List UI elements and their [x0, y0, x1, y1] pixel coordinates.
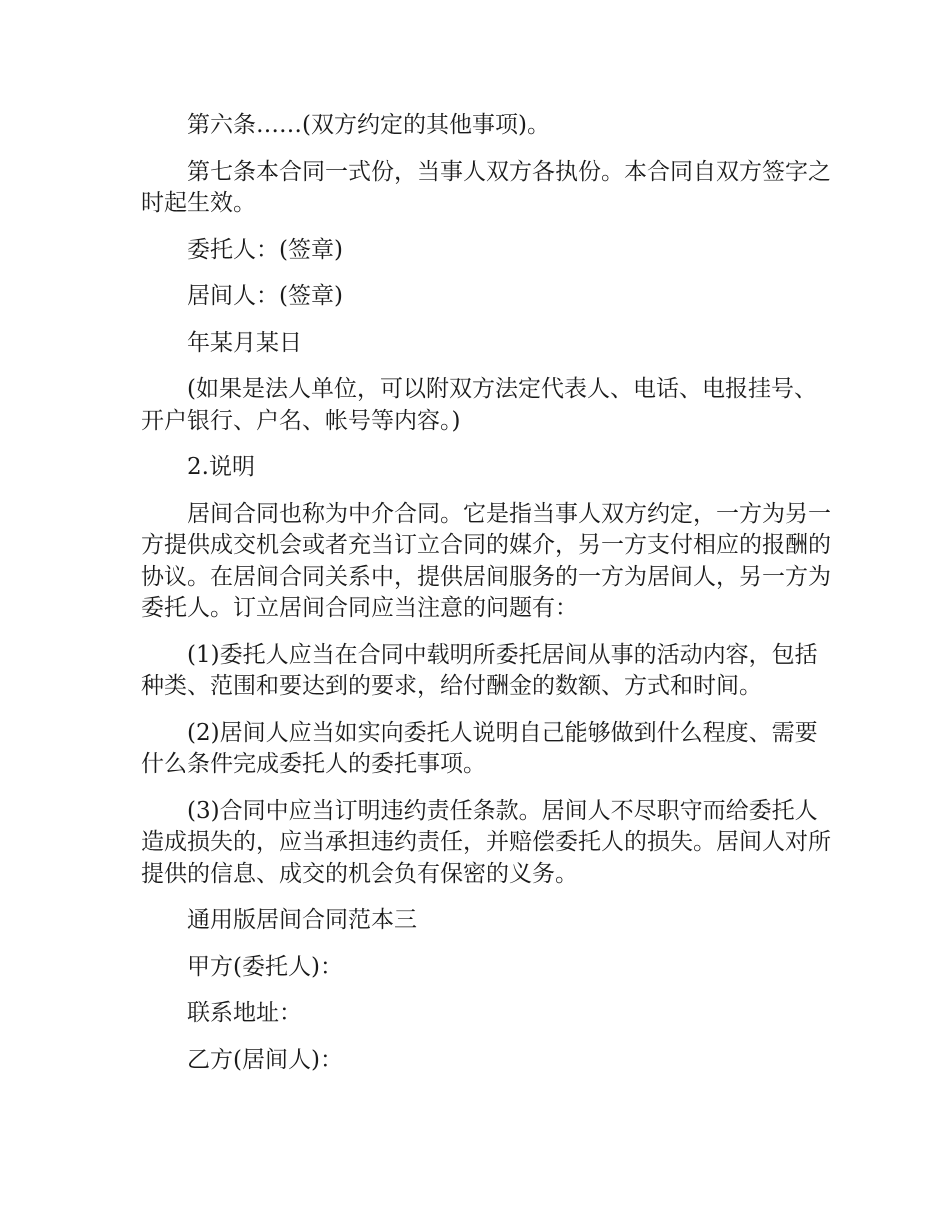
party-b-line: 乙方(居间人)： [187, 1046, 343, 1073]
article-six: 第六条……(双方约定的其他事项)。 [187, 112, 550, 138]
party-a-line: 甲方(委托人)： [187, 953, 343, 980]
client-signature-line: 委托人：(签章) [187, 236, 343, 263]
broker-signature-line: 居间人：(签章) [187, 283, 343, 309]
legal-entity-note: (如果是法人单位，可以附双方法定代表人、电话、电报挂号、开户银行、户名、帐号等内容。) [141, 376, 817, 434]
explanation-point-3: (3)合同中应当订明违约责任条款。居间人不尽职守而给委托人造成损失的，应当承担违约责任，并赔偿委托人的损失。居间人对所提供的信息、成交的机会负有保密的义务。 [141, 797, 831, 887]
explanation-point-1: (1)委托人应当在合同中载明所委托居间从事的活动内容，包括种类、范围和要达到的要求，给付酬金的数额、方式和时间。 [141, 641, 818, 699]
explanation-intro: 居间合同也称为中介合同。它是指当事人双方约定，一方为另一方提供成交机会或者充当订立合同的媒介，另一方支付相应的报酬的协议。在居间合同关系中，提供居间服务的一方为居间人，另一方为委托人。订立居间合同应当注意的问题有： [141, 500, 831, 621]
template-three-title: 通用版居间合同范本三 [187, 907, 417, 933]
article-seven: 第七条本合同一式份，当事人双方各执份。本合同自双方签字之时起生效。 [141, 158, 831, 216]
date-line: 年某月某日 [187, 329, 302, 356]
document-body [141, 110, 831, 1091]
section-heading-explanation: 2.说明 [187, 454, 255, 480]
contact-address-line: 联系地址： [187, 1000, 302, 1026]
explanation-point-2: (2)居间人应当如实向委托人说明自己能够做到什么程度、需要什么条件完成委托人的委托事项。 [141, 719, 818, 777]
